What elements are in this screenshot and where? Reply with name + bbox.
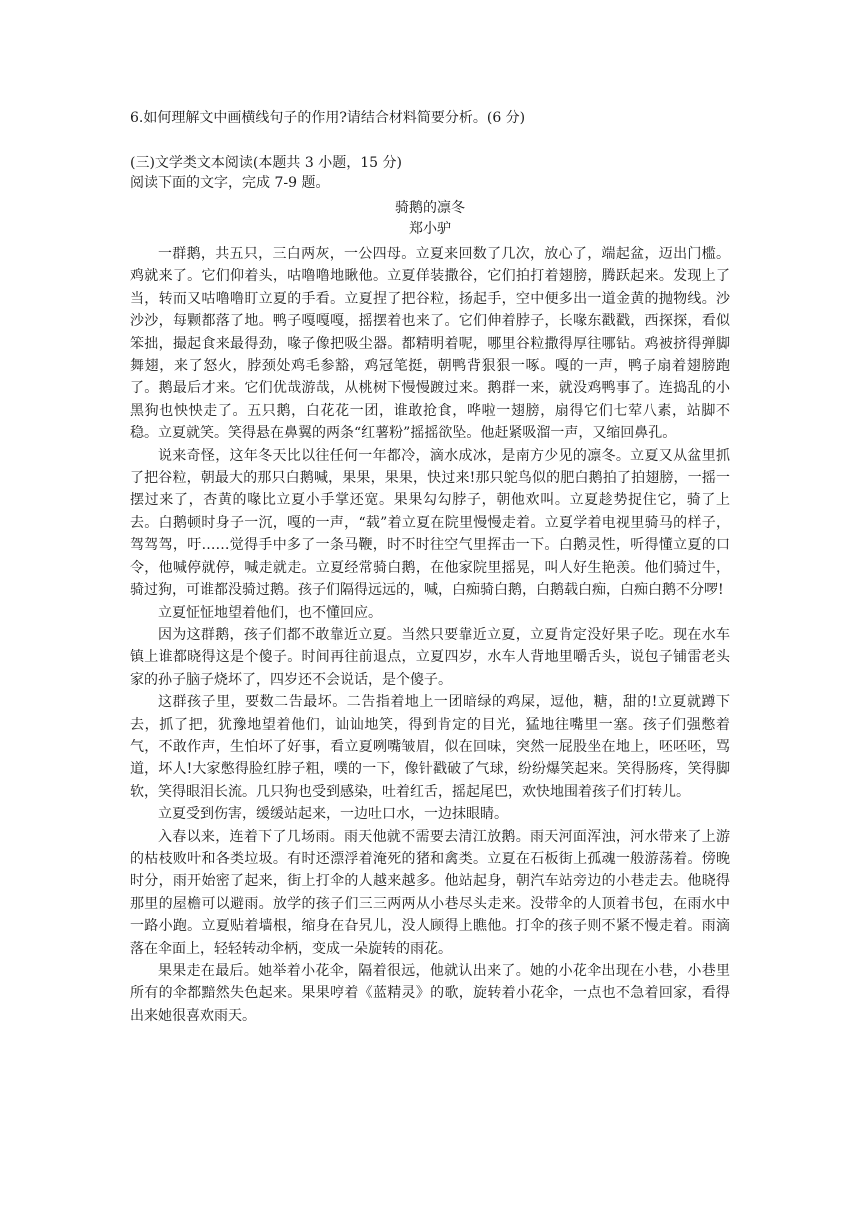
paragraph: 说来奇怪，这年冬天比以往任何一年都冷，滴水成冰，是南方少见的凛冬。立夏又从盆里抓了把谷粒，朝最大的那只白鹅喊，果果，果果，快过来!那只鸵鸟似的肥白鹅拍了拍翅膀，一摇一摆过来了，杏黄的喙比立夏小手掌还宽。果果勾勾脖子，朝他欢叫。立夏趁势捉住它，骑了上去。白鹅顿时身子一沉，嘎的一声，“载”着立夏在院里慢慢走着。立夏学着电视里骑马的样子，驾驾驾，吁……觉得手中多了一条马鞭，时不时往空气里挥击一下。白鹅灵性，听得懂立夏的口令，他喊停就停，喊走就走。立夏经常骑白鹅，在他家院里摇晃，叫人好生艳羡。他们骑过牛，骑过狗，可谁都没骑过鹅。孩子们隔得远远的，喊，白痴骑白鹅，白鹅载白痴，白痴白鹅不分啰! [130,447,730,599]
paragraph: 因为这群鹅，孩子们都不敢靠近立夏。当然只要靠近立夏，立夏肯定没好果子吃。现在水车镇上谁都晓得这是个傻子。时间再往前退点，立夏四岁，水车人背地里嚼舌头，说包子铺雷老头家的孙子脑子烧坏了，四岁还不会说话，是个傻子。 [130,626,730,688]
section-heading: (三)文学类文本阅读(本题共 3 小题，15 分) [130,155,402,171]
paragraph: 果果走在最后。她举着小花伞，隔着很远，他就认出来了。她的小花伞出现在小巷，小巷里所有的伞都黯然失色起来。果果哼着《蓝精灵》的歌，旋转着小花伞，一点也不急着回家，看得出来她很喜欢雨天。 [130,963,730,1024]
article-author: 郑小驴 [409,221,451,237]
paragraph: 入春以来，连着下了几场雨。雨天他就不需要去清江放鹅。雨天河面浑浊，河水带来了上游的枯枝败叶和各类垃圾。有时还漂浮着淹死的猪和禽类。立夏在石板街上孤魂一般游荡着。傍晚时分，雨开始密了起来，街上打伞的人越来越多。他站起身，朝汽车站旁边的小巷走去。他晓得那里的屋檐可以避雨。放学的孩子们三三两两从小巷尽头走来。没带伞的人顶着书包，在雨水中一路小跑。立夏贴着墙根，缩身在旮旯儿，没人顾得上瞧他。打伞的孩子则不紧不慢走着。雨滴落在伞面上，轻轻转动伞柄，变成一朵旋转的雨花。 [130,828,730,957]
paragraph: 一群鹅，共五只，三白两灰，一公四母。立夏来回数了几次，放心了，端起盆，迈出门槛。鸡就来了。它们仰着头，咕噜噜地瞅他。立夏佯装撒谷，它们拍打着翅膀，腾跃起来。发现上了当，转而又咕噜噜盯立夏的手看。立夏捏了把谷粒，扬起手，空中便多出一道金黄的抛物线。沙沙沙，每颗都落了地。鸭子嘎嘎嘎，摇摆着也来了。它们伸着脖子，长喙东戳戳，西探探，看似笨拙，撮起食来最得劲，喙子像把吸尘器。都精明着呢，哪里谷粒撒得厚往哪钻。鸡被挤得弹脚舞翅，来了怒火，脖颈处鸡毛参豁，鸡冠笔挺，朝鸭背狠狠一啄。嘎的一声，鸭子扇着翅膀跑了。鹅最后才来。它们优哉游哉，从桃树下慢慢踱过来。鹅群一来，就没鸡鸭事了。连捣乱的小黑狗也怏怏走了。五只鹅，白花花一团，谁敢抢食，哗啦一翅膀，扇得它们七荤八素，站脚不稳。立夏就笑。笑得悬在鼻翼的两条“红薯粉”摇摇欲坠。他赶紧吸溜一声，又缩回鼻孔。 [130,246,730,442]
paragraph: 这群孩子里，要数二告最坏。二告指着地上一团暗绿的鸡屎，逗他，糖，甜的!立夏就蹲下去，抓了把，犹豫地望着他们，讪讪地笑，得到肯定的目光，猛地往嘴里一塞。孩子们强憋着气，不敢作声，生怕坏了好事，看立夏咧嘴皱眉，似在回味，突然一屁股坐在地上，呸呸呸，骂道，坏人!大家憋得脸红脖子粗，噗的一下，像针戳破了气球，纷纷爆笑起来。笑得肠疼，笑得脚软，笑得眼泪长流。几只狗也受到感染，吐着红舌，摇起尾巴，欢快地围着孩子们打转儿。 [130,694,730,800]
section-instruction: 阅读下面的文字，完成 7-9 题。 [130,175,330,191]
section-header [130,153,730,193]
paragraph: 立夏受到伤害，缓缓站起来，一边吐口水，一边抹眼睛。 [158,806,508,823]
question-6: 6.如何理解文中画横线句子的作用?请结合材料简要分析。(6 分) [130,110,526,126]
article-title: 骑鹅的凛冬 [395,200,465,216]
article-title-block [130,198,730,240]
paragraph: 立夏怔怔地望着他们，也不懂回应。 [158,604,382,621]
article-body [130,243,730,1027]
